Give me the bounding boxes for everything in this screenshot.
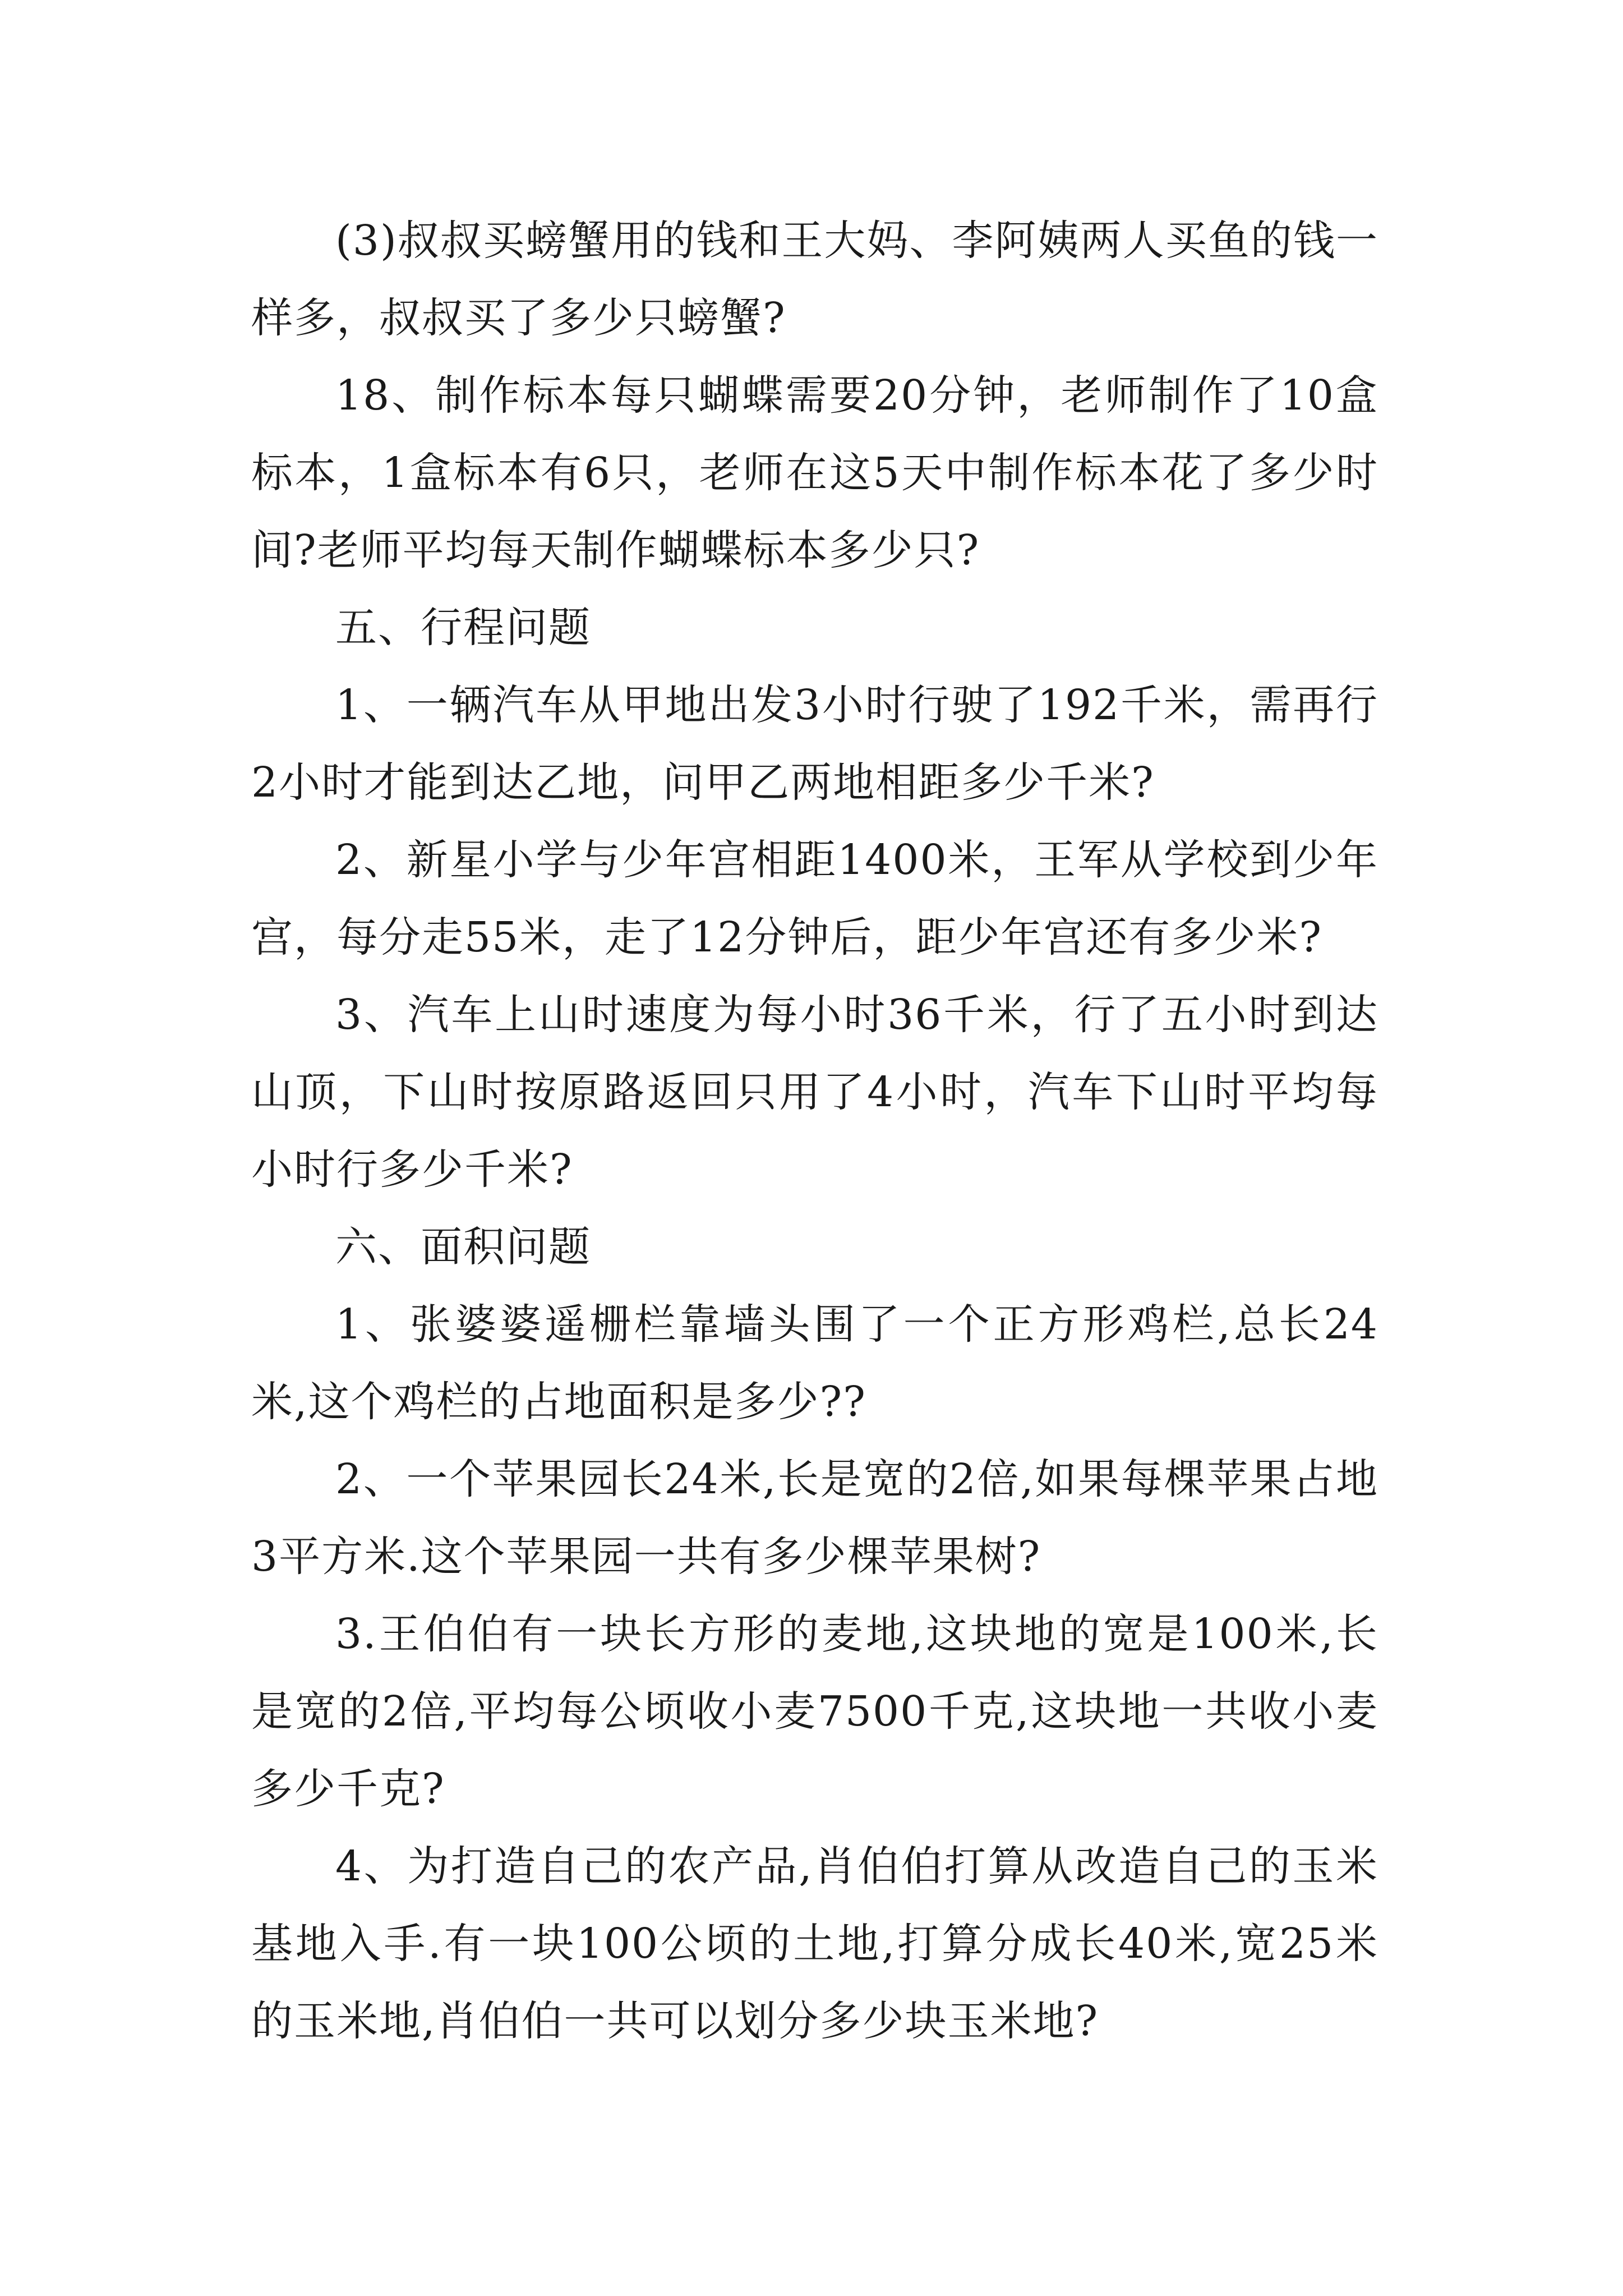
area-question-4: 4、为打造自己的农产品,肖伯伯打算从改造自己的玉米基地入手.有一块100公顷的土地,打算分成长40米,宽25米的玉米地,肖伯伯一共可以划分多少块玉米地? (251, 1842, 1378, 2045)
area-question-2: 2、一个苹果园长24米,长是宽的2倍,如果每棵苹果占地3平方米.这个苹果园一共有多少棵苹果树? (251, 1455, 1378, 1581)
section-heading-area: 六、面积问题 (335, 1223, 591, 1271)
question-3-crab: (3)叔叔买螃蟹用的钱和王大妈、李阿姨两人买鱼的钱一样多，叔叔买了多少只螃蟹? (251, 217, 1378, 342)
question-18-butterfly: 18、制作标本每只蝴蝶需要20分钟，老师制作了10盒标本，1盒标本有6只，老师在这5天中制作标本花了多少时间?老师平均每天制作蝴蝶标本多少只? (251, 371, 1378, 574)
travel-question-3: 3、汽车上山时速度为每小时36千米，行了五小时到达山顶，下山时按原路返回只用了4小时，汽车下山时平均每小时行多少千米? (251, 991, 1378, 1194)
document-body (251, 202, 1378, 2060)
area-question-1: 1、张婆婆遥栅栏靠墙头围了一个正方形鸡栏,总长24米,这个鸡栏的占地面积是多少?? (251, 1300, 1378, 1426)
area-question-3: 3.王伯伯有一块长方形的麦地,这块地的宽是100米,长是宽的2倍,平均每公顷收小麦7500千克,这块地一共收小麦多少千克? (251, 1610, 1378, 1813)
travel-question-1: 1、一辆汽车从甲地出发3小时行驶了192千米，需再行2小时才能到达乙地，问甲乙两地相距多少千米? (251, 681, 1378, 807)
travel-question-2: 2、新星小学与少年宫相距1400米，王军从学校到少年宫，每分走55米，走了12分钟后，距少年宫还有多少米? (251, 836, 1378, 961)
section-heading-travel: 五、行程问题 (335, 604, 591, 652)
